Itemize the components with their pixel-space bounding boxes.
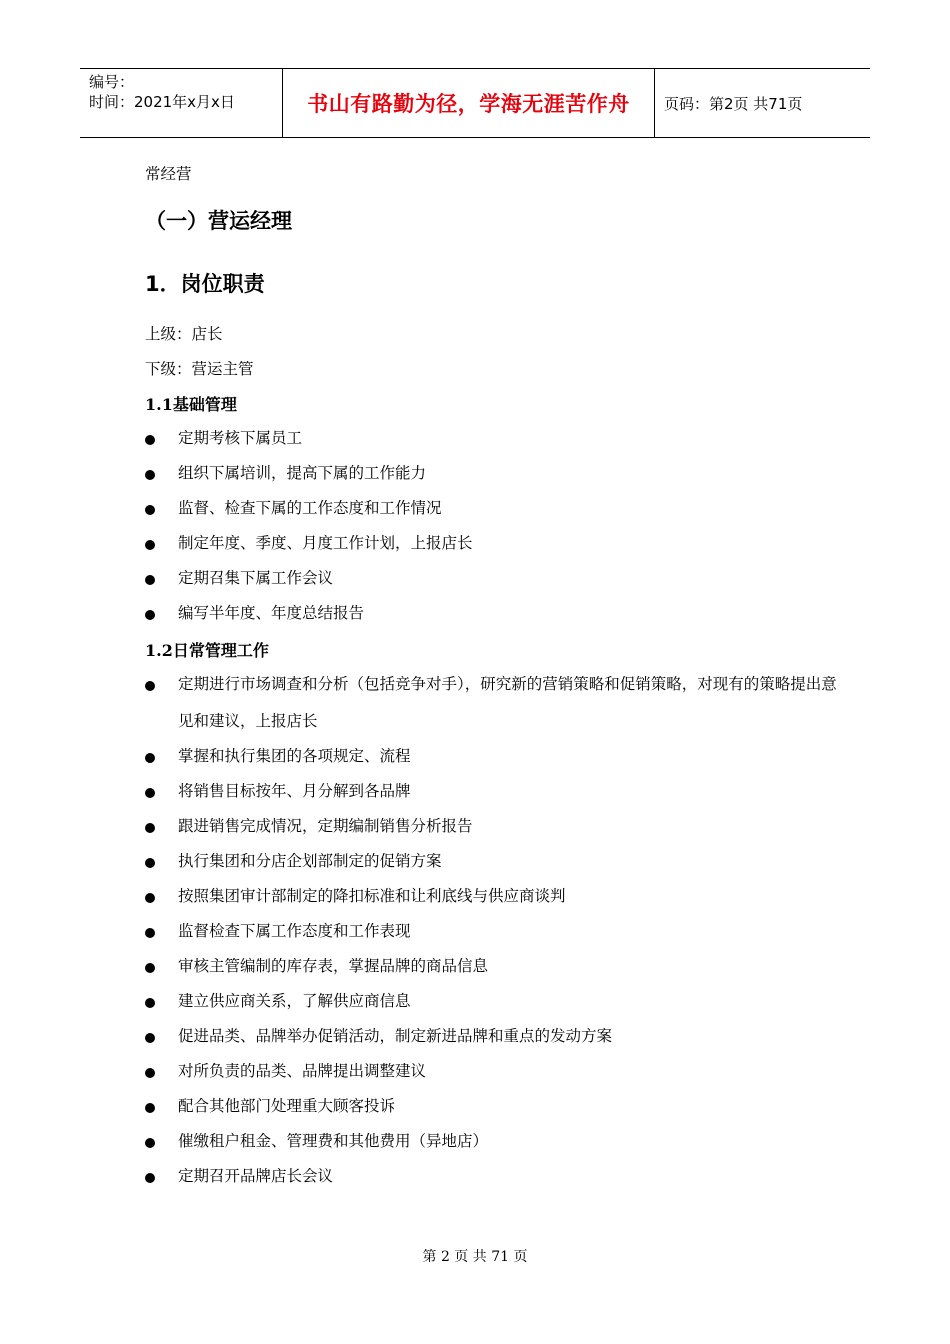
page-header <box>80 68 870 138</box>
bullet-icon <box>145 1068 155 1078</box>
bullet-icon <box>145 963 155 973</box>
bullet-icon <box>145 435 155 445</box>
bullet-icon <box>145 893 155 903</box>
bullet-icon <box>145 928 155 938</box>
list-item: 监督、检查下属的工作态度和工作情况 <box>145 500 838 527</box>
list-item: 建立供应商关系，了解供应商信息 <box>145 993 838 1020</box>
bullet-icon <box>145 575 155 585</box>
list-item: 对所负责的品类、品牌提出调整建议 <box>145 1063 838 1090</box>
bullet-icon <box>145 1138 155 1148</box>
bullet-icon <box>145 470 155 480</box>
list-item: 将销售目标按年、月分解到各品牌 <box>145 783 838 810</box>
bullet-icon <box>145 998 155 1008</box>
list-item: 编写半年度、年度总结报告 <box>145 605 838 632</box>
list-item: 掌握和执行集团的各项规定、流程 <box>145 748 838 775</box>
bullet-icon <box>145 788 155 798</box>
header-motto: 书山有路勤为径，学海无涯苦作舟 <box>282 69 655 137</box>
section-title: （一）营运经理 <box>145 209 292 233</box>
block2-title: 1.2日常管理工作 <box>145 641 269 660</box>
list-item: 制定年度、季度、月度工作计划，上报店长 <box>145 535 838 562</box>
list-item: 监督检查下属工作态度和工作表现 <box>145 923 838 950</box>
bullet-icon <box>145 1173 155 1183</box>
list-item: 定期召开品牌店长会议 <box>145 1168 838 1195</box>
bullet-icon <box>145 610 155 620</box>
bullet-icon <box>145 753 155 763</box>
bullet-icon <box>145 540 155 550</box>
list-item: 定期召集下属工作会议 <box>145 570 838 597</box>
list-item: 配合其他部门处理重大顾客投诉 <box>145 1098 838 1125</box>
bullet-icon <box>145 1103 155 1113</box>
list-item: 跟进销售完成情况，定期编制销售分析报告 <box>145 818 838 845</box>
list-item: 执行集团和分店企划部制定的促销方案 <box>145 853 838 880</box>
subordinate-line: 下级：营运主管 <box>145 360 254 378</box>
list-item: 催缴租户租金、管理费和其他费用（异地店） <box>145 1133 838 1160</box>
superior-line: 上级：店长 <box>145 325 223 343</box>
document-time-label: 时间：2021年x月x日 <box>89 93 235 111</box>
block1-title: 1.1基础管理 <box>145 395 237 414</box>
bullet-icon <box>145 681 155 691</box>
bullet-icon <box>145 1033 155 1043</box>
page-footer: 第 2 页 共 71 页 <box>422 1249 528 1265</box>
continued-text: 常经营 <box>145 165 192 183</box>
list-item: 定期进行市场调查和分析（包括竞争对手），研究新的营销策略和促销策略，对现有的策略提出意见和建议，上报店长 <box>145 676 838 740</box>
document-number-label: 编号： <box>89 73 135 91</box>
bullet-icon <box>145 858 155 868</box>
header-meta <box>80 69 282 137</box>
bullet-icon <box>145 823 155 833</box>
list-item: 促进品类、品牌举办促销活动，制定新进品牌和重点的发动方案 <box>145 1028 838 1055</box>
header-page-info: 页码：第2页 共71页 <box>664 94 803 113</box>
list-item: 按照集团审计部制定的降扣标准和让利底线与供应商谈判 <box>145 888 838 915</box>
list-item: 定期考核下属员工 <box>145 430 838 457</box>
bullet-icon <box>145 505 155 515</box>
list-item: 组织下属培训，提高下属的工作能力 <box>145 465 838 492</box>
list-item: 审核主管编制的库存表，掌握品牌的商品信息 <box>145 958 838 985</box>
subsection-title: 1．岗位职责 <box>145 272 265 296</box>
